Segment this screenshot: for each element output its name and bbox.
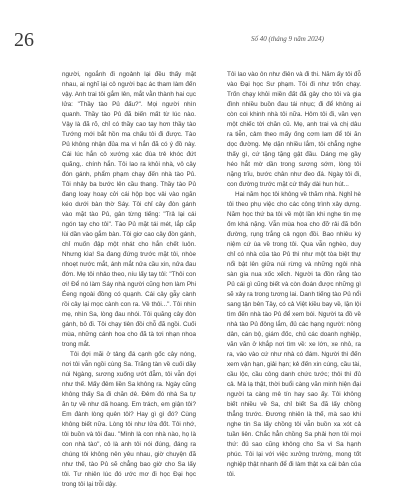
issue-info: Số 40 (tháng 9 năm 2024) <box>251 35 324 43</box>
left-paragraph-1: người, ngoắnh đi ngoảnh lại đều thấy mặt nhau, ai nghĩ lại cô người bạc ác tham làm đến vậy. Anh trai tôi gắm lên, mắt vằn thành hai cục lửa: "Thầy tào Pủ đấu?". Mọi người nhìn quanh. Thầy tào Pủ đã biến mất từ lúc nào. Vậy là đã rõ, chỉ có thầy cao tay hơn thầy tào Tướng mới bắt hồn ma chấu tôi đi được. Tào Pủ không nhận đủa ma vì hắn đã có ý đồ này. Cái lúc hắn cô xướng xác đùa trẻ khóc đứt quãng,. chính hắn. Tôi lao ra khỏi nhà, vô cây đón gánh, phẩm phạm chạy đến nhà tào Pủ. Tôi nhảy ba bước lên cầu thang. Thầy tào Pủ đang loay hoay cởi cái hộp bọc vải vào ngăn kéo dưới bàn thờ Sáy. Tôi chỉ cây đòn gánh vào mặt tào Pủ, gân từng tiếng: "Trả lại cái ngón tay cho tôi". Tào Pủ mặt tái mét, lắp cắp lùi dần vào gắm bàn. Tôi giơ cao cây đòn gánh, chỉ muốn đập một nhát cho hắn chết luôn. Nhưng kìa! Sa đang đứng trước mặt tôi, nhòe nhoẹt nước mắt, ánh mắt nửa cầu xin, nửa đau đớn. Mẹ tôi nhảo theo, níu lấy tay tôi: "Thôi con ơi! Để nó làm Sáy nhà người cũng hơn làm Phi Éeng ngoài đồng có quạnh. Cái cây gẫy cành rồi cây lại mọc cành con ra. Về thôi...". Tôi nhìn mẹ, nhìn Sa, lòng đau nhói. Tôi quăng cây đòn gánh, bỏ đi. Tôi chạy tiên đồi chỗ đã ngồi. Cuối mùa, những cánh hoa cho đã tà tơi nhạn nhoa trong mắt. <box>62 71 196 348</box>
right-column <box>227 70 361 480</box>
right-paragraph-1: Tôi lao vào ôn như điên và đi thi. Năm ấy tôi đỗ vào Đại học Sư phạm. Tôi đi như trốn chạy. Trốn chạy khỏi miền đất đã gây cho tôi và gia đình nhiều buồn đau tái nhục; đi để không ai còn coi khinh nhà tôi nữa. Hôm tôi đi, văn vẹn một chiếc tời chăn cũ. Mẹ, anh trai và chị dâu ra tiễn, cảm theo mấy ống cơm lam để tôi ăn dọc đường. Mẹ dặn nhiều lắm, tôi chẳng nghe thấy gì, cứ tặng tặng gật đầu. Dáng mẹ gầy héo hắt mờ dần trong sương sớm, lòng tôi nặng trĩu, bước chân như đeo đá. Ngày tôi đi, con đường trước mặt cứ thấy dài hun hút... <box>227 71 361 188</box>
left-column <box>62 70 196 490</box>
right-paragraph-2: Hai năm học tôi không về thăm nhà. Nghỉ hè tôi theo phụ việc cho các công trình xây dựng. Năm học thứ ba tôi về một lần khi nghe tin mẹ ốm khá nặng. Vẫn mùa hoa cho đỡ rải đã bốn đường, rụng trắng cả ngọn đồi. Bao nhiêu ký niệm cứ ùa về trong tôi. Qua vẫn nghèo, duy chỉ có nhà của tào Pủ thì như một tòa biệt thự nổi bật lên giữa núi rừng và những ngôi nhà sàn gia nua xốc xếch. Người ta đồn rằng tào Pủ cái gì cũng biết và còn đoán được những gì sẽ xảy ra trong tương lai. Danh tiếng tào Pủ nổi sang tận bên Tây, có cả Việt kiều bay về, lặn lội tìm đến nhà tào Pủ để xem bói. Người ta đồ về nhà tào Pủ đông lắm, đủ các hạng người: nông dân, cán bộ, giám đốc, chủ các doanh nghiệp, văn văn ở khắp nơi tìm về: xe lớn, xe nhỏ, ra ra, vào vào cứ như nhà có đám. Người thì đến xem vận hạn, giải hạn; kẻ đến xin cúng, cầu tài, cầu lộc, cầu công danh chức tước; thôi thì đủ cả. Mà lạ thật, thời buổi càng văn minh hiện đại người ta càng mê tín hay sao ấy. Tôi không biết nhiều về Sa, chỉ biết Sa đã lấy chồng thẳng trước. Đương nhiên là thế, mà sao khi nghe tin Sa lấy chồng tôi vẫn buồn xa xót cả tuần liên. Chắc hẳn chồng Sa phải hơn tôi mọi thứ: đủ sao cũng không cho Sa vì Sa hạnh phúc. Tôi lại với việc xưởng trường, mong tốt nghiệp thật nhanh để đi làm thật xa cái bản của tôi. <box>227 191 362 478</box>
left-paragraph-2: Tôi đợi mãi ở tảng đá cạnh gốc cây nóng, nơi tôi vẫn ngồi cùng Sa. Trăng tàn về cuối dầy núi Ngàng, sương xuống ướt đẫm, tôi vẫn đợi như thế. Mấy đêm liền Sa không ra. Ngày cũng không thấy Sa đi chăn dê. Đêm đó nhà Sa tự ăn tự về như dã hoang. Em trách, em giận tôi? Em đành lòng quên tôi? Hay gì gì đó? Cùng không biết nữa. Lòng tôi như lửa đốt. Tôi nhớ, tôi buồn và tôi đau. "Mình là con nhà nào, họ là con nhà tào", cô là anh tôi nói đúng, đáng ra chúng tôi không nên yêu nhau, giờ chuyện đã như thế, tào Pủ sẽ chẳng bao giờ cho Sa lấy tôi. Tư nhiên lúc đó ước mơ đi học Đại học trong tôi lại trỗi dậy. <box>62 351 196 488</box>
page-number: 26 <box>14 29 34 51</box>
